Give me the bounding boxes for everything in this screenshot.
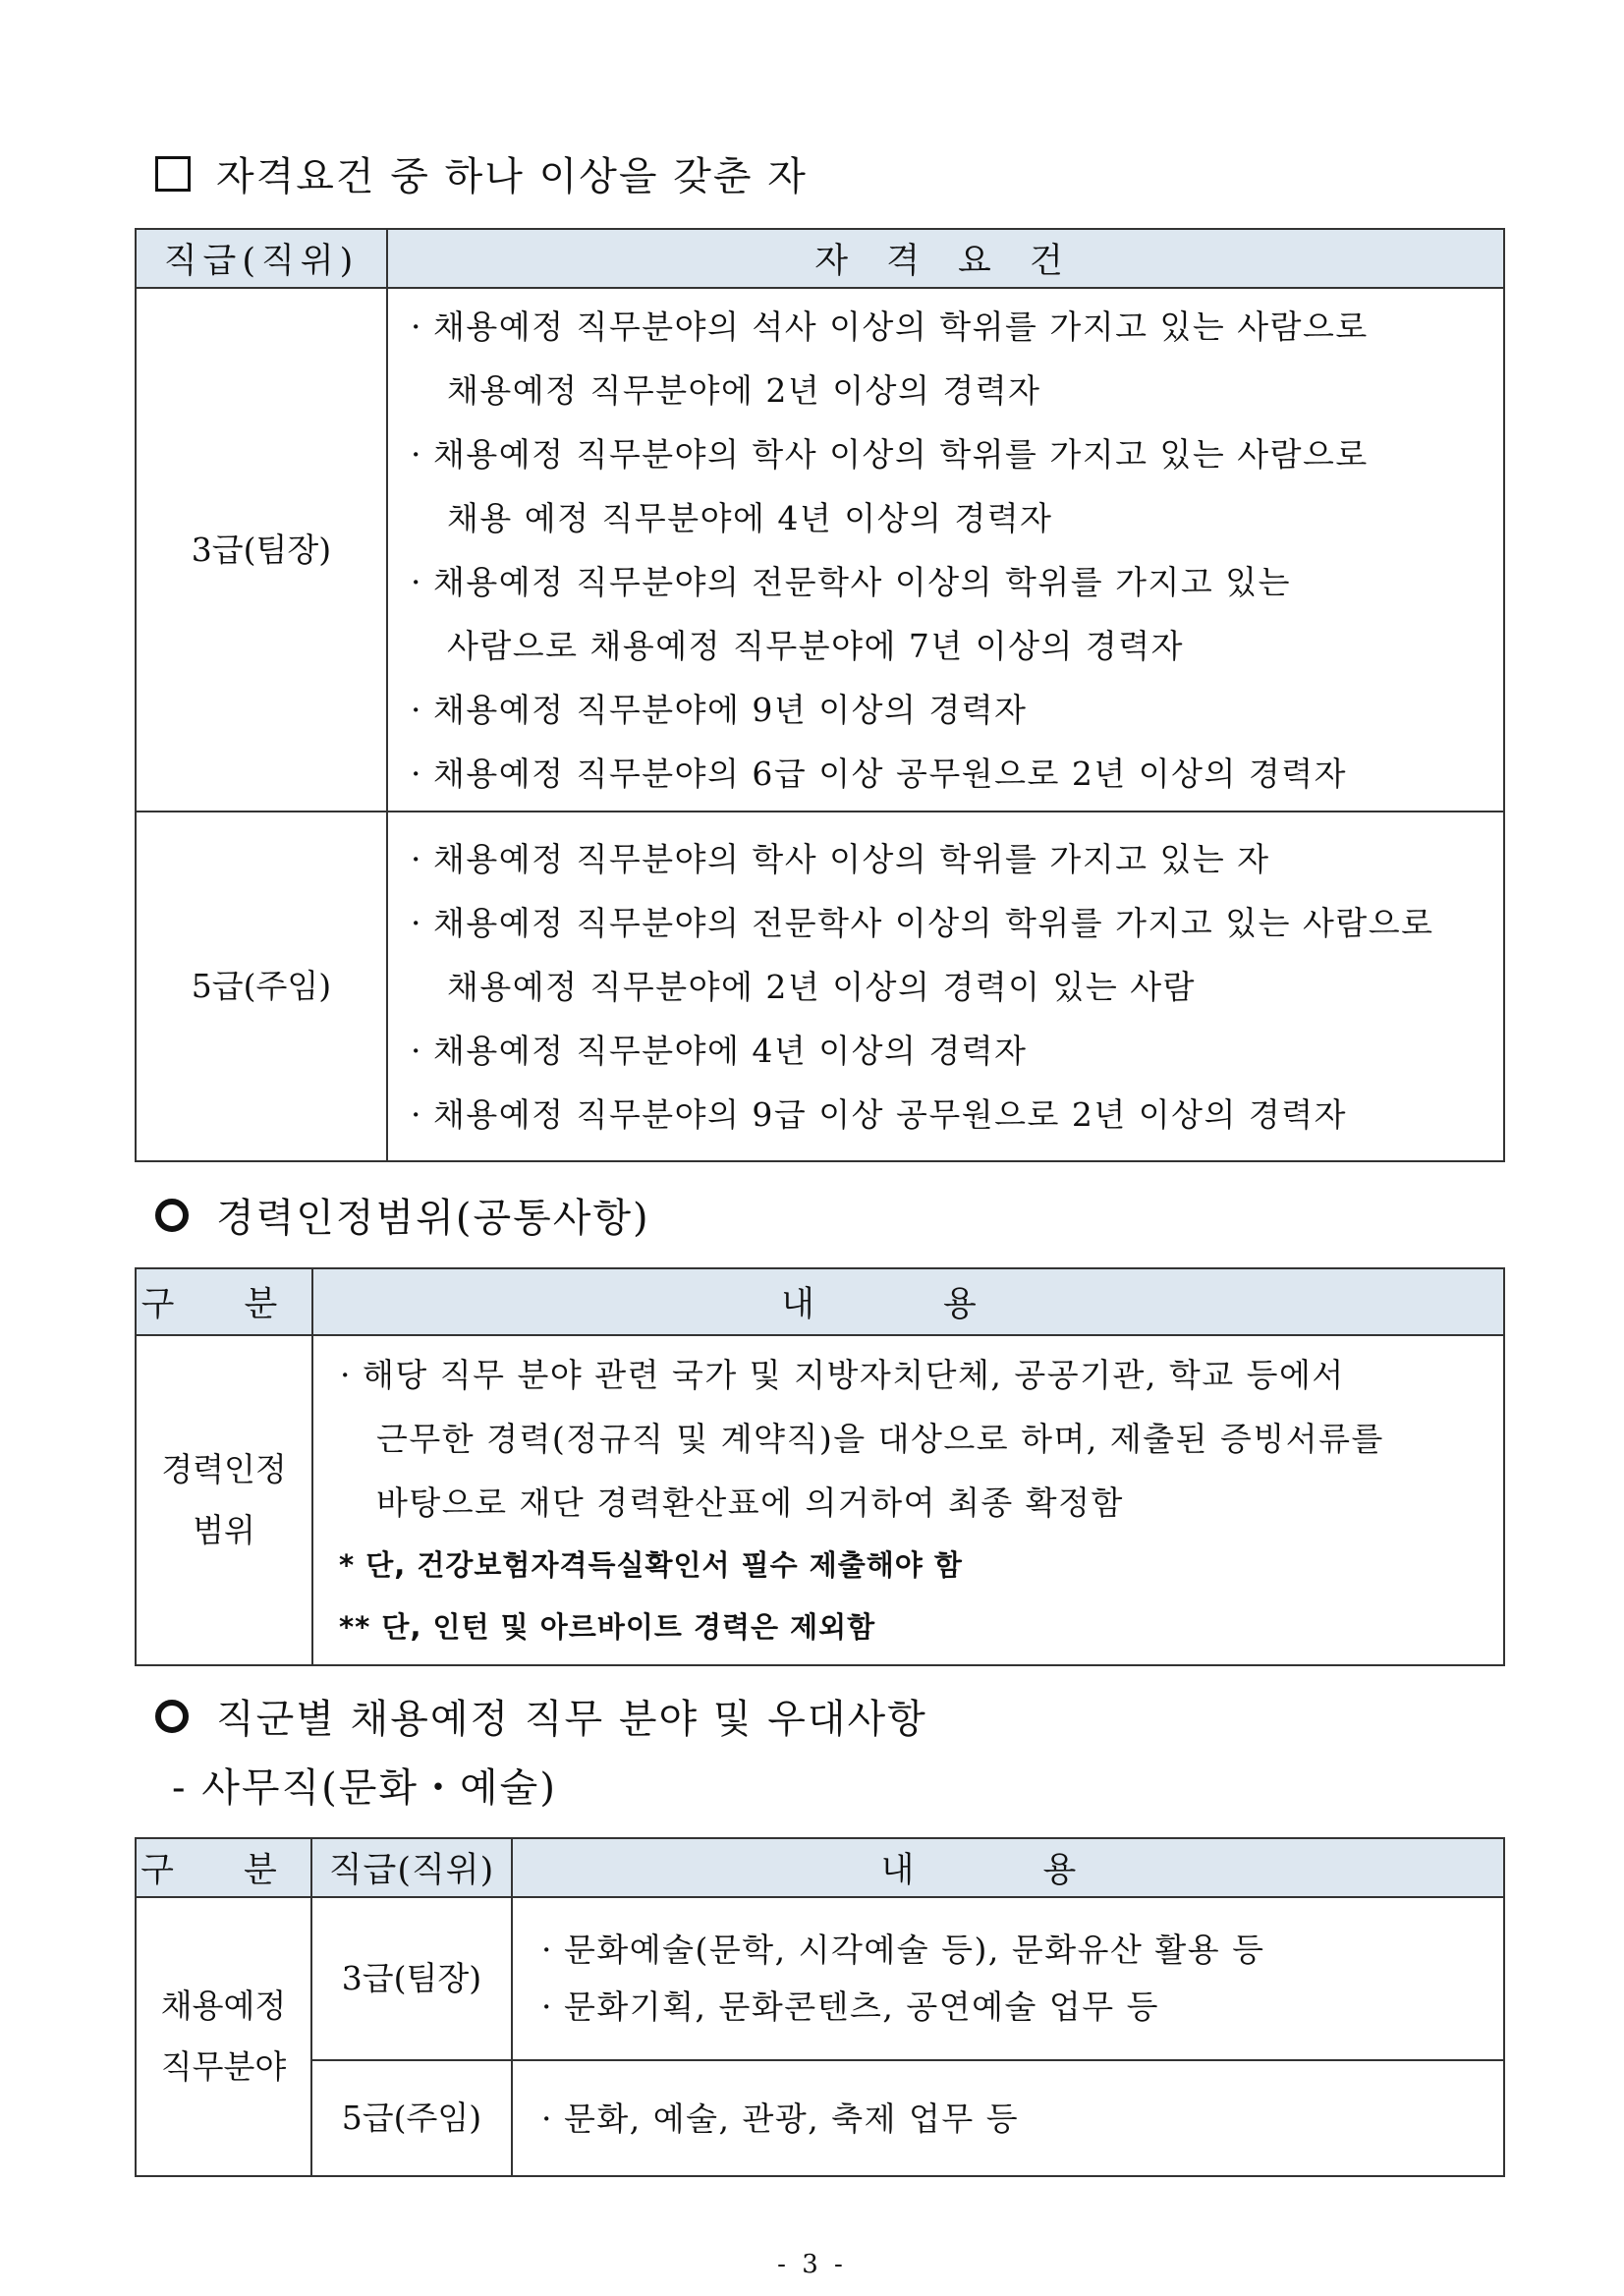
section1-heading [155, 145, 808, 201]
career-scope-content [312, 1335, 1504, 1665]
career-header-row [136, 1268, 1504, 1335]
list-item: · 채용예정 직무분야에 4년 이상의 경력자 [411, 1031, 1028, 1070]
circle-bullet-icon [155, 1700, 189, 1733]
note-health-insurance: * 단, 건강보험자격득실확인서 필수 제출해야 함 [339, 1547, 963, 1582]
list-item: · 채용예정 직무분야의 전문학사 이상의 학위를 가지고 있는 사람으로 [411, 903, 1434, 942]
list-item: · 채용예정 직무분야의 9급 이상 공무원으로 2년 이상의 경력자 [411, 1094, 1347, 1134]
list-item: · 채용예정 직무분야의 학사 이상의 학위를 가지고 있는 사람으로 [411, 434, 1369, 474]
grade-cell: 3급(팀장) [311, 1897, 512, 2060]
job-field-label: 채용예정 직무분야 [136, 1897, 311, 2176]
list-item-continued: 근무한 경력(정규직 및 계약직)을 대상으로 하며, 제출된 증빙서류를 [376, 1419, 1384, 1458]
qualification-header-row [136, 229, 1504, 288]
list-item: · 문화, 예술, 관광, 축제 업무 등 [541, 2099, 1020, 2138]
section2-heading [155, 1187, 650, 1243]
section1-heading-text: 자격요건 중 하나 이상을 갖춘 자 [216, 154, 808, 199]
career-recognition-table [135, 1267, 1505, 1666]
list-item: · 채용예정 직무분야의 석사 이상의 학위를 가지고 있는 사람으로 [411, 307, 1369, 346]
header-grade: 직급(직위) [136, 229, 387, 288]
header-content: 내 용 [312, 1268, 1504, 1335]
career-scope-label: 경력인정 범위 [136, 1335, 312, 1665]
note-intern-excluded: ** 단, 인턴 및 아르바이트 경력은 제외함 [339, 1609, 876, 1644]
requirements-cell [387, 812, 1504, 1161]
list-item-continued: 채용예정 직무분야에 2년 이상의 경력이 있는 사람 [447, 967, 1196, 1006]
section3-subheading: - 사무직(문화・예술) [172, 1765, 557, 1811]
requirements-cell [387, 288, 1504, 812]
list-item: · 문화예술(문학, 시각예술 등), 문화유산 활용 등 [541, 1931, 1265, 1969]
section2-heading-text: 경력인정범위(공통사항) [216, 1196, 650, 1241]
circle-bullet-icon [155, 1199, 189, 1232]
header-content: 내 용 [512, 1838, 1504, 1897]
section3-heading [155, 1688, 927, 1744]
job-field-table [135, 1837, 1505, 2177]
table-row [136, 288, 1504, 812]
list-item-continued: 채용예정 직무분야에 2년 이상의 경력자 [447, 370, 1041, 410]
table-row [136, 1335, 1504, 1665]
job-field-content [512, 2060, 1504, 2176]
grade-cell: 5급(주임) [311, 2060, 512, 2176]
table-row [136, 1897, 1504, 2060]
header-requirements: 자 격 요 건 [387, 229, 1504, 288]
grade-cell: 5급(주임) [136, 812, 387, 1161]
job-field-header-row [136, 1838, 1504, 1897]
job-field-content [512, 1897, 1504, 2060]
list-item: · 채용예정 직무분야에 9년 이상의 경력자 [411, 690, 1028, 729]
list-item-continued: 채용 예정 직무분야에 4년 이상의 경력자 [447, 498, 1053, 537]
grade-cell: 3급(팀장) [136, 288, 387, 812]
list-item: · 해당 직무 분야 관련 국가 및 지방자치단체, 공공기관, 학교 등에서 [340, 1355, 1345, 1394]
list-item-continued: 바탕으로 재단 경력환산표에 의거하여 최종 확정함 [376, 1483, 1124, 1522]
header-category: 구 분 [136, 1268, 312, 1335]
qualification-table [135, 228, 1505, 1162]
list-item: · 채용예정 직무분야의 6급 이상 공무원으로 2년 이상의 경력자 [411, 754, 1347, 793]
list-item-continued: 사람으로 채용예정 직무분야에 7년 이상의 경력자 [447, 626, 1185, 665]
table-row [136, 812, 1504, 1161]
table-row [136, 2060, 1504, 2176]
list-item: · 채용예정 직무분야의 전문학사 이상의 학위를 가지고 있는 [411, 562, 1292, 601]
header-category: 구 분 [136, 1838, 311, 1897]
checkbox-square-icon [155, 156, 191, 192]
page-number: - 3 - [777, 2250, 847, 2279]
list-item: · 문화기획, 문화콘텐츠, 공연예술 업무 등 [541, 1988, 1159, 2026]
list-item: · 채용예정 직무분야의 학사 이상의 학위를 가지고 있는 자 [411, 839, 1270, 878]
section3-heading-text: 직군별 채용예정 직무 분야 및 우대사항 [216, 1697, 927, 1742]
header-grade: 직급(직위) [311, 1838, 512, 1897]
